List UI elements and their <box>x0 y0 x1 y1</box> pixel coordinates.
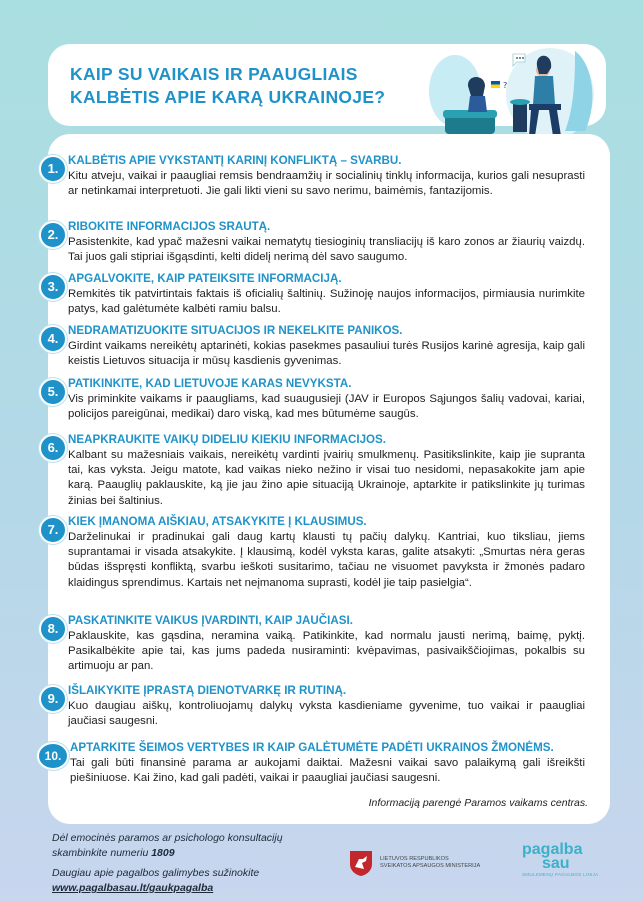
lithuania-coat-of-arms-icon <box>348 849 374 877</box>
item-body: Girdint vaikams nereikėtų aptarinėti, kokias pasekmes pasauliui turės Rusijos karinė agresija, kaip gali keistis Lietuvos situacija ir mūsų kasdienis gyvenimas. <box>68 340 585 368</box>
illustration-mother-child <box>425 36 600 144</box>
item-heading: PATIKINKITE, KAD LIETUVOJE KARAS NEVYKSTA. <box>68 377 352 390</box>
item-number-badge: 5. <box>39 378 67 406</box>
item-number-badge: 4. <box>39 325 67 353</box>
svg-text:?: ? <box>503 81 508 90</box>
item-number-badge: 3. <box>39 273 67 301</box>
footer-line-2 <box>52 847 175 859</box>
item-heading: NEDRAMATIZUOKITE SITUACIJOS IR NEKELKITE PANIKOS. <box>68 324 403 337</box>
item-number-badge: 2. <box>39 221 67 249</box>
title-line-1: KAIP SU VAIKAIS IR PAAUGLIAIS <box>70 64 358 84</box>
ministry-line-1: LIETUVOS RESPUBLIKOS <box>380 856 449 862</box>
pagalba-tagline: SMULKMENŲ PAGALBOS LINIJA <box>522 872 599 877</box>
ministry-line-2: SVEIKATOS APSAUGOS MINISTERIJA <box>380 863 481 869</box>
help-link[interactable]: www.pagalbasau.lt/gaukpagalba <box>52 882 214 894</box>
item-number-badge: 7. <box>39 516 67 544</box>
item-heading: APTARKITE ŠEIMOS VERTYBES IR KAIP GALĖTUMĖTE PADĖTI UKRAINOS ŽMONĖMS. <box>70 741 554 754</box>
item-body: Tai gali būti finansinė parama ar aukojami daiktai. Mažesni vaikai savo palaikymą gali išreikšti piešiniuose. Kai žino, kad gali padėti, vaikai ir paaugliai jaučiasi saugesni. <box>70 757 585 785</box>
footer-line-1: Dėl emocinės paramos ar psichologo konsultacijų <box>52 832 283 844</box>
main-card <box>44 134 610 824</box>
footer-line-3: Daugiau apie pagalbos galimybes sužinokite <box>52 867 260 879</box>
item-body: Remkitės tik patvirtintais faktais iš oficialių šaltinių. Sužinoję naujos informacijos, pirmiausia nurimkite patys, kad galėtumėte kalbėti ramiu balsu. <box>68 288 585 316</box>
pagalba-word: pagalba <box>522 841 583 858</box>
item-body: Darželinukai ir pradinukai gali daug kartų klausti tų pačių dalykų. Kantriai, kuo tiksliau, jiems suprantamai ir visada atsakykite. Į klausimą, kodėl vyksta karas, galite atsakyti: „Smurtas nėra geras būdas išspręsti konfliktą, svarbu ieškoti susitarimo, tačiau ne visuomet pavyksta ir žmonės padaro klaidingus sprendimus. Kartais net neįmanoma suprasti, kodėl jie taip pasielgia“. <box>68 531 585 589</box>
ministry-name <box>380 856 480 870</box>
item-number-badge: 9. <box>39 685 67 713</box>
credit-note: Informaciją parengė Paramos vaikams centras. <box>368 797 588 809</box>
item-body: Vis priminkite vaikams ir paaugliams, kad suaugusieji (JAV ir Europos Sąjungos šalių vadovai, kariai, policijos pareigūnai, medikai) daro viską, kad mes būtumėme saugūs. <box>68 393 585 421</box>
item-body: Kalbant su mažesniais vaikais, nereikėtų vardinti įvairių smulkmenų. Pasitikslinkite, kaip jie supranta tai, kas vyksta. Jeigu matote, kad vaikas nieko nežino ir visai tuo nesidomi, nepasakokite jam apie karą. Paauglių paklauskite, ką jie jau žino apie situaciją Ukrainoje, aptarkite ir patikslinkite jų turimas žinias bei šaltinius. <box>68 449 585 507</box>
item-heading: PASKATINKITE VAIKUS ĮVARDINTI, KAIP JAUČIASI. <box>68 614 353 627</box>
item-body: Paklauskite, kas gąsdina, neramina vaiką. Patikinkite, kad normalu jausti nerimą, baimę, pyktį. Pasikalbėkite apie tai, kas jums padeda nusiraminti: kvėpavimas, pasivaikščiojimas, pokalbis su artimuoju ar pan. <box>68 630 585 673</box>
item-heading: NEAPKRAUKITE VAIKŲ DIDELIU KIEKIU INFORMACIJOS. <box>68 433 386 446</box>
item-heading: IŠLAIKYKITE ĮPRASTĄ DIENOTVARKĘ IR RUTINĄ. <box>68 684 347 697</box>
item-heading: KIEK ĮMANOMA AIŠKIAU, ATSAKYKITE Į KLAUSIMUS. <box>68 515 367 528</box>
item-number-badge: 6. <box>39 434 67 462</box>
item-heading: APGALVOKITE, KAIP PATEIKSITE INFORMACIJĄ. <box>68 272 342 285</box>
sau-word: sau <box>542 855 570 872</box>
item-number-badge: 10. <box>37 742 69 770</box>
title-line-2: KALBĖTIS APIE KARĄ UKRAINOJE? <box>70 87 386 107</box>
item-body: Kuo daugiau aiškų, kontroliuojamų dalykų vyksta kasdieniame gyvenime, tuo vaikai ir paaugliai jaučiasi saugesni. <box>68 700 585 728</box>
item-body: Pasistenkite, kad ypač mažesni vaikai nematytų tiesioginių transliacijų iš karo zonos ar žiaurių vaizdų. Tai juos gali stipriai išgąsdinti, kelti didelį nerimą dėl savo saugumo. <box>68 236 585 264</box>
pagalba-sau-logo <box>522 843 582 871</box>
item-heading: KALBĖTIS APIE VYKSTANTĮ KARINĮ KONFLIKTĄ – SVARBU. <box>68 154 402 167</box>
footer-phone-prefix: skambinkite numeriu <box>52 847 152 859</box>
item-number-badge: 1. <box>39 155 67 183</box>
item-body: Kitu atveju, vaikai ir paaugliai remsis bendraamžių ir socialinių tinklų informacija, kurios gali nesuprasti ar netinkamai interpretuoti. Jie gali likti vieni su savo nerimu, baimėmis, fantazijomis. <box>68 170 585 198</box>
item-heading: RIBOKITE INFORMACIJOS SRAUTĄ. <box>68 220 271 233</box>
item-number-badge: 8. <box>39 615 67 643</box>
helpline-number: 1809 <box>151 847 175 859</box>
